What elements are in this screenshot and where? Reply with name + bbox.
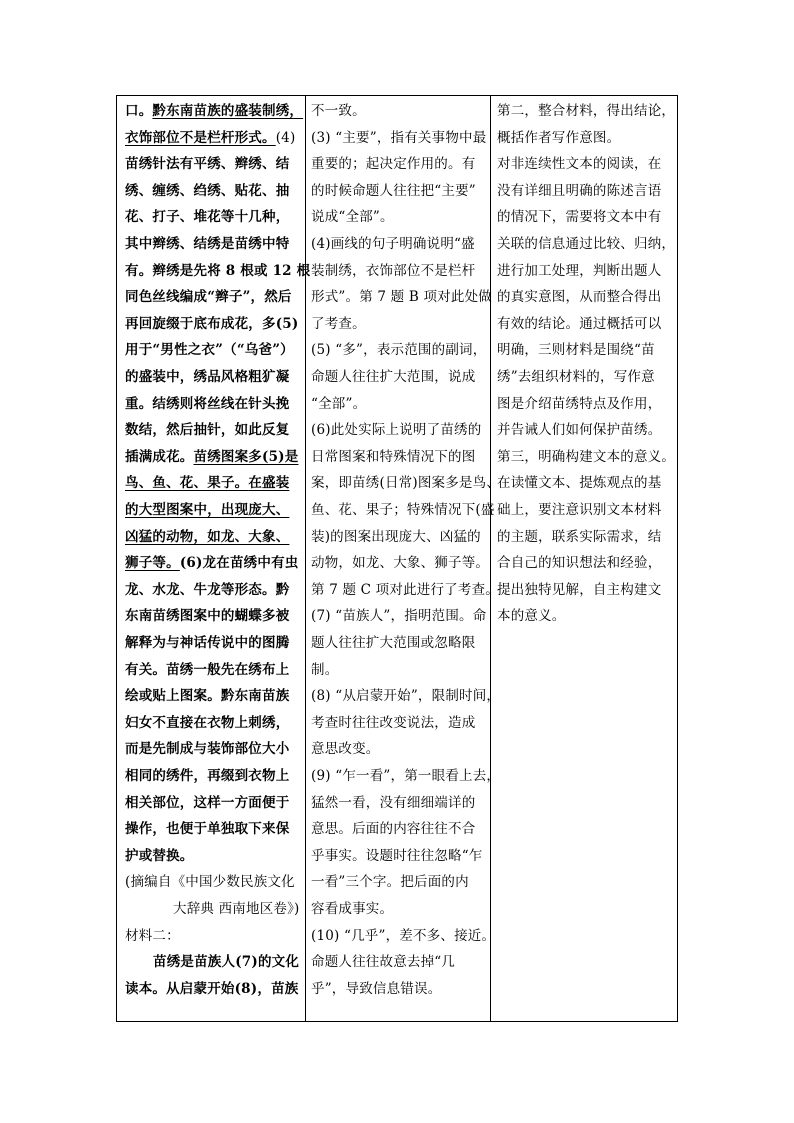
text-segment: 说成“全部”。 xyxy=(311,209,394,226)
text-segment: 概括作者写作意图。 xyxy=(497,129,621,146)
text-segment: 图是介绍苗绣特点及作用， xyxy=(497,395,662,412)
text-line xyxy=(497,603,566,629)
text-line xyxy=(125,657,289,683)
text-segment: 有效的结论。通过概括可以 xyxy=(497,315,662,332)
text-segment: 没有详细且明确的陈述言语 xyxy=(497,182,662,199)
text-line xyxy=(311,284,492,310)
text-segment: 猛然一看，没有细细端详的 xyxy=(311,794,476,811)
text-segment: (8) “从启蒙开始”，限制时间， xyxy=(311,688,501,705)
text-line xyxy=(311,736,380,762)
text-line xyxy=(311,869,469,895)
text-segment: 日常图案和特殊情况下的图 xyxy=(311,448,476,465)
text-line xyxy=(125,710,289,736)
text-segment: 动物，如龙、大象、狮子等。 xyxy=(311,555,490,572)
text-segment: 花、打子、堆花等十几种， xyxy=(125,209,290,226)
text-segment: 一看”三个字。把后面的内 xyxy=(311,874,469,891)
text-line xyxy=(125,976,298,1002)
text-line xyxy=(311,683,500,709)
text-line xyxy=(311,231,475,257)
text-segment: 的情况下，需要将文本中有 xyxy=(497,209,662,226)
text-line xyxy=(497,497,661,523)
text-segment: 的盛装中，绣品风格粗犷凝 xyxy=(125,369,290,385)
text-segment: 绣、缠绣、绉绣、贴花、抽 xyxy=(125,182,290,199)
text-segment: 大辞典 西南地区卷》) xyxy=(173,901,300,917)
text-segment: 口。 xyxy=(125,103,153,119)
text-line xyxy=(125,258,310,284)
text-line xyxy=(497,311,661,337)
text-line xyxy=(311,657,338,683)
text-segment: 考查时往往改变说法，造成 xyxy=(311,714,476,731)
text-line xyxy=(311,896,393,922)
text-line xyxy=(311,524,481,550)
text-segment: 龙、水龙、牛龙等形态。黔 xyxy=(125,581,290,598)
text-segment: 其中辫绣、结绣是苗绣中特 xyxy=(125,236,290,252)
text-segment: 在盛装 xyxy=(248,475,290,492)
text-segment: 命题人往往扩大范围，说成 xyxy=(311,369,476,385)
text-segment: 相关部位，这样一方面便于 xyxy=(125,794,290,811)
text-segment: 相同的绣件，再缀到衣物上 xyxy=(125,768,290,784)
text-line xyxy=(497,258,661,284)
text-line xyxy=(497,98,675,124)
text-segment: (4)画线的句子明确说明“盛 xyxy=(311,236,475,252)
text-segment: “全部”。 xyxy=(311,395,367,412)
text-line xyxy=(311,710,475,736)
text-segment: 进行加工处理，判断出题人 xyxy=(497,262,662,279)
text-line xyxy=(125,683,289,709)
text-line xyxy=(125,577,289,603)
text-segment: 乎”，导致信息错误。 xyxy=(311,980,442,997)
text-segment: 第三，明确构建文本的意义。 xyxy=(497,448,676,465)
text-line xyxy=(311,204,394,230)
text-segment: 鱼、花、果子；特殊情况下(盛 xyxy=(311,502,495,518)
text-segment: 乎事实。设题时往往忽略“乍 xyxy=(311,847,483,864)
text-segment: 苗绣是苗族人(7)的文化 xyxy=(153,954,300,971)
text-segment: 明确，三则材料是围绕“苗 xyxy=(497,342,655,359)
text-line xyxy=(125,391,289,417)
text-line xyxy=(497,444,675,470)
text-line xyxy=(125,790,289,816)
text-segment: (5) “多”，表示范围的副词， xyxy=(311,342,487,359)
text-segment: 材料二： xyxy=(125,927,180,944)
text-line xyxy=(497,577,661,603)
text-line xyxy=(311,630,475,656)
text-line xyxy=(497,337,655,363)
text-line xyxy=(311,603,486,629)
text-line xyxy=(125,816,289,842)
text-line xyxy=(311,470,500,496)
text-segment: 操作，也便于单独取下来保 xyxy=(125,821,290,838)
text-segment: 黔东南苗族的盛装制绣， xyxy=(152,103,304,119)
text-line xyxy=(311,790,475,816)
text-line xyxy=(311,151,475,177)
text-segment: 装制绣，衣饰部位不是栏杆 xyxy=(311,262,476,279)
text-line xyxy=(497,417,661,443)
text-segment: 案，即苗绣(日常)图案多是鸟、 xyxy=(311,475,501,492)
text-line xyxy=(311,364,475,390)
text-segment: 妇女不直接在衣物上刺绣， xyxy=(125,714,290,731)
text-line xyxy=(125,444,298,470)
text-line xyxy=(125,284,292,310)
text-segment: 鸟、鱼、花、果子。 xyxy=(125,475,249,492)
text-line xyxy=(497,284,661,310)
text-segment: 凶猛的动物，如龙、大象、 xyxy=(125,528,290,545)
text-line xyxy=(497,391,661,417)
text-line xyxy=(125,763,289,789)
text-line xyxy=(125,736,289,762)
text-line xyxy=(497,470,661,496)
text-line xyxy=(311,178,476,204)
text-segment: 对非连续性文本的阅读，在 xyxy=(497,156,662,173)
text-segment: 解释为与神话传说中的图腾 xyxy=(125,635,290,651)
text-segment: (7) “苗族人”，指明范围。命 xyxy=(311,608,487,625)
text-line xyxy=(311,577,499,603)
text-segment: 同色丝线编成“辫子”，然后 xyxy=(125,289,292,306)
text-line xyxy=(125,125,295,151)
text-line xyxy=(125,151,289,177)
text-line xyxy=(497,231,675,257)
text-line xyxy=(125,550,298,576)
text-line xyxy=(125,497,289,523)
text-segment: (摘编自《中国少数民族文化 xyxy=(125,874,295,891)
text-segment: 而是先制成与装饰部位大小 xyxy=(125,741,290,758)
text-line xyxy=(497,178,661,204)
text-segment: 的时候命题人往往把“主要” xyxy=(311,182,476,199)
text-segment: 衣饰部位不是栏杆形式。 xyxy=(125,129,276,146)
text-segment: 命题人往往故意去掉“几 xyxy=(311,954,456,971)
text-segment: 狮子等。 xyxy=(125,555,180,572)
text-segment: 读本。从启蒙开始(8)，苗族 xyxy=(125,980,299,997)
text-segment: 再回旋缀于底布成花，多(5) xyxy=(125,315,299,332)
text-segment: 的主题，联系实际需求，结 xyxy=(497,528,662,545)
text-line xyxy=(125,524,289,550)
text-line xyxy=(311,125,486,151)
text-segment: (3) “主要”，指有关事物中最 xyxy=(311,129,487,146)
text-segment: 意思改变。 xyxy=(311,741,380,758)
text-segment: 数结，然后抽针，如此反复 xyxy=(125,422,290,439)
text-line xyxy=(173,896,300,922)
text-segment: 的真实意图，从而整合得出 xyxy=(497,289,662,306)
text-segment: 础上，要注意识别文本材料 xyxy=(497,502,662,518)
text-line xyxy=(311,923,495,949)
text-segment: 苗绣针法有平绣、辫绣、结 xyxy=(125,156,290,173)
text-line xyxy=(125,603,289,629)
text-line xyxy=(497,524,661,550)
text-segment: 插满成花。 xyxy=(125,448,194,465)
text-segment: 有关。苗绣一般先在绣布上 xyxy=(125,661,290,678)
text-segment: 东南苗绣图案中的蝴蝶多被 xyxy=(125,608,290,625)
text-line xyxy=(125,337,294,363)
text-segment: 了考查。 xyxy=(311,315,366,332)
text-line xyxy=(125,311,298,337)
text-segment: 并告诫人们如何保护苗绣。 xyxy=(497,422,662,439)
text-line xyxy=(125,869,295,895)
text-segment: 有。辫绣是先将 8 根或 12 根 xyxy=(125,262,311,279)
text-line xyxy=(311,497,495,523)
column-divider xyxy=(490,96,491,1021)
text-segment: 绣”去组织材料的，写作意 xyxy=(497,369,655,385)
text-segment: 的大型图案中，出现庞大、 xyxy=(125,502,290,518)
text-segment: 用于“男性之衣”（“乌爸”） xyxy=(125,342,294,359)
text-line xyxy=(311,444,475,470)
text-segment: (9) “乍一看”，第一眼看上去， xyxy=(311,768,501,784)
text-line xyxy=(497,151,661,177)
text-segment: (6)龙在苗绣中有虫 xyxy=(179,555,299,572)
text-line xyxy=(497,550,661,576)
text-segment: 意思。后面的内容往往不合 xyxy=(311,821,476,838)
text-segment: 重要的；起决定作用的。有 xyxy=(311,156,476,173)
text-line xyxy=(311,258,475,284)
text-line xyxy=(125,178,289,204)
text-line xyxy=(125,231,289,257)
column-divider xyxy=(305,96,306,1021)
text-segment: 制。 xyxy=(311,661,339,678)
text-line xyxy=(311,843,483,869)
text-segment: 第 7 题 C 项对此进行了考查。 xyxy=(311,581,499,598)
text-line xyxy=(497,204,661,230)
text-line xyxy=(125,470,289,496)
text-line xyxy=(311,311,366,337)
text-line xyxy=(311,391,366,417)
text-line xyxy=(311,550,489,576)
text-line xyxy=(125,843,194,869)
text-segment: 绘或贴上图案。黔东南苗族 xyxy=(125,688,290,705)
text-segment: 题人往往扩大范围或忽略限 xyxy=(311,635,476,651)
text-segment: 本的意义。 xyxy=(497,608,566,625)
text-line xyxy=(311,976,441,1002)
text-segment: 提出独特见解，自主构建文 xyxy=(497,581,662,598)
text-segment: (10) “几乎”，差不多、接近。 xyxy=(311,927,496,944)
text-line xyxy=(153,949,299,975)
text-segment: 关联的信息通过比较、归纳， xyxy=(497,236,676,252)
content-table xyxy=(116,95,678,1022)
text-line xyxy=(311,763,500,789)
text-line xyxy=(311,98,366,124)
text-line xyxy=(311,417,481,443)
text-line xyxy=(497,125,620,151)
text-segment: (6)此处实际上说明了苗绣的 xyxy=(311,422,482,439)
text-line xyxy=(125,923,180,949)
text-segment: (4) xyxy=(275,129,296,146)
text-segment: 形式”。第 7 题 B 项对此处做 xyxy=(311,289,492,306)
text-segment: 合自己的知识想法和经验， xyxy=(497,555,662,572)
text-segment: 护或替换。 xyxy=(125,847,194,864)
text-line xyxy=(311,949,455,975)
text-segment: 不一致。 xyxy=(311,103,366,119)
text-line xyxy=(311,337,486,363)
text-segment: 在读懂文本、提炼观点的基 xyxy=(497,475,662,492)
text-line xyxy=(497,364,655,390)
text-line xyxy=(125,98,303,124)
text-segment: 苗绣图案多(5)是 xyxy=(193,448,299,465)
text-line xyxy=(311,816,475,842)
text-line xyxy=(125,204,289,230)
text-line xyxy=(125,630,289,656)
text-segment: 装)的图案出现庞大、凶猛的 xyxy=(311,528,481,545)
text-line xyxy=(125,417,289,443)
text-segment: 容看成事实。 xyxy=(311,901,394,917)
text-line xyxy=(125,364,289,390)
text-segment: 重。结绣则将丝线在针头挽 xyxy=(125,395,290,412)
text-segment: 第二，整合材料，得出结论， xyxy=(497,103,676,119)
